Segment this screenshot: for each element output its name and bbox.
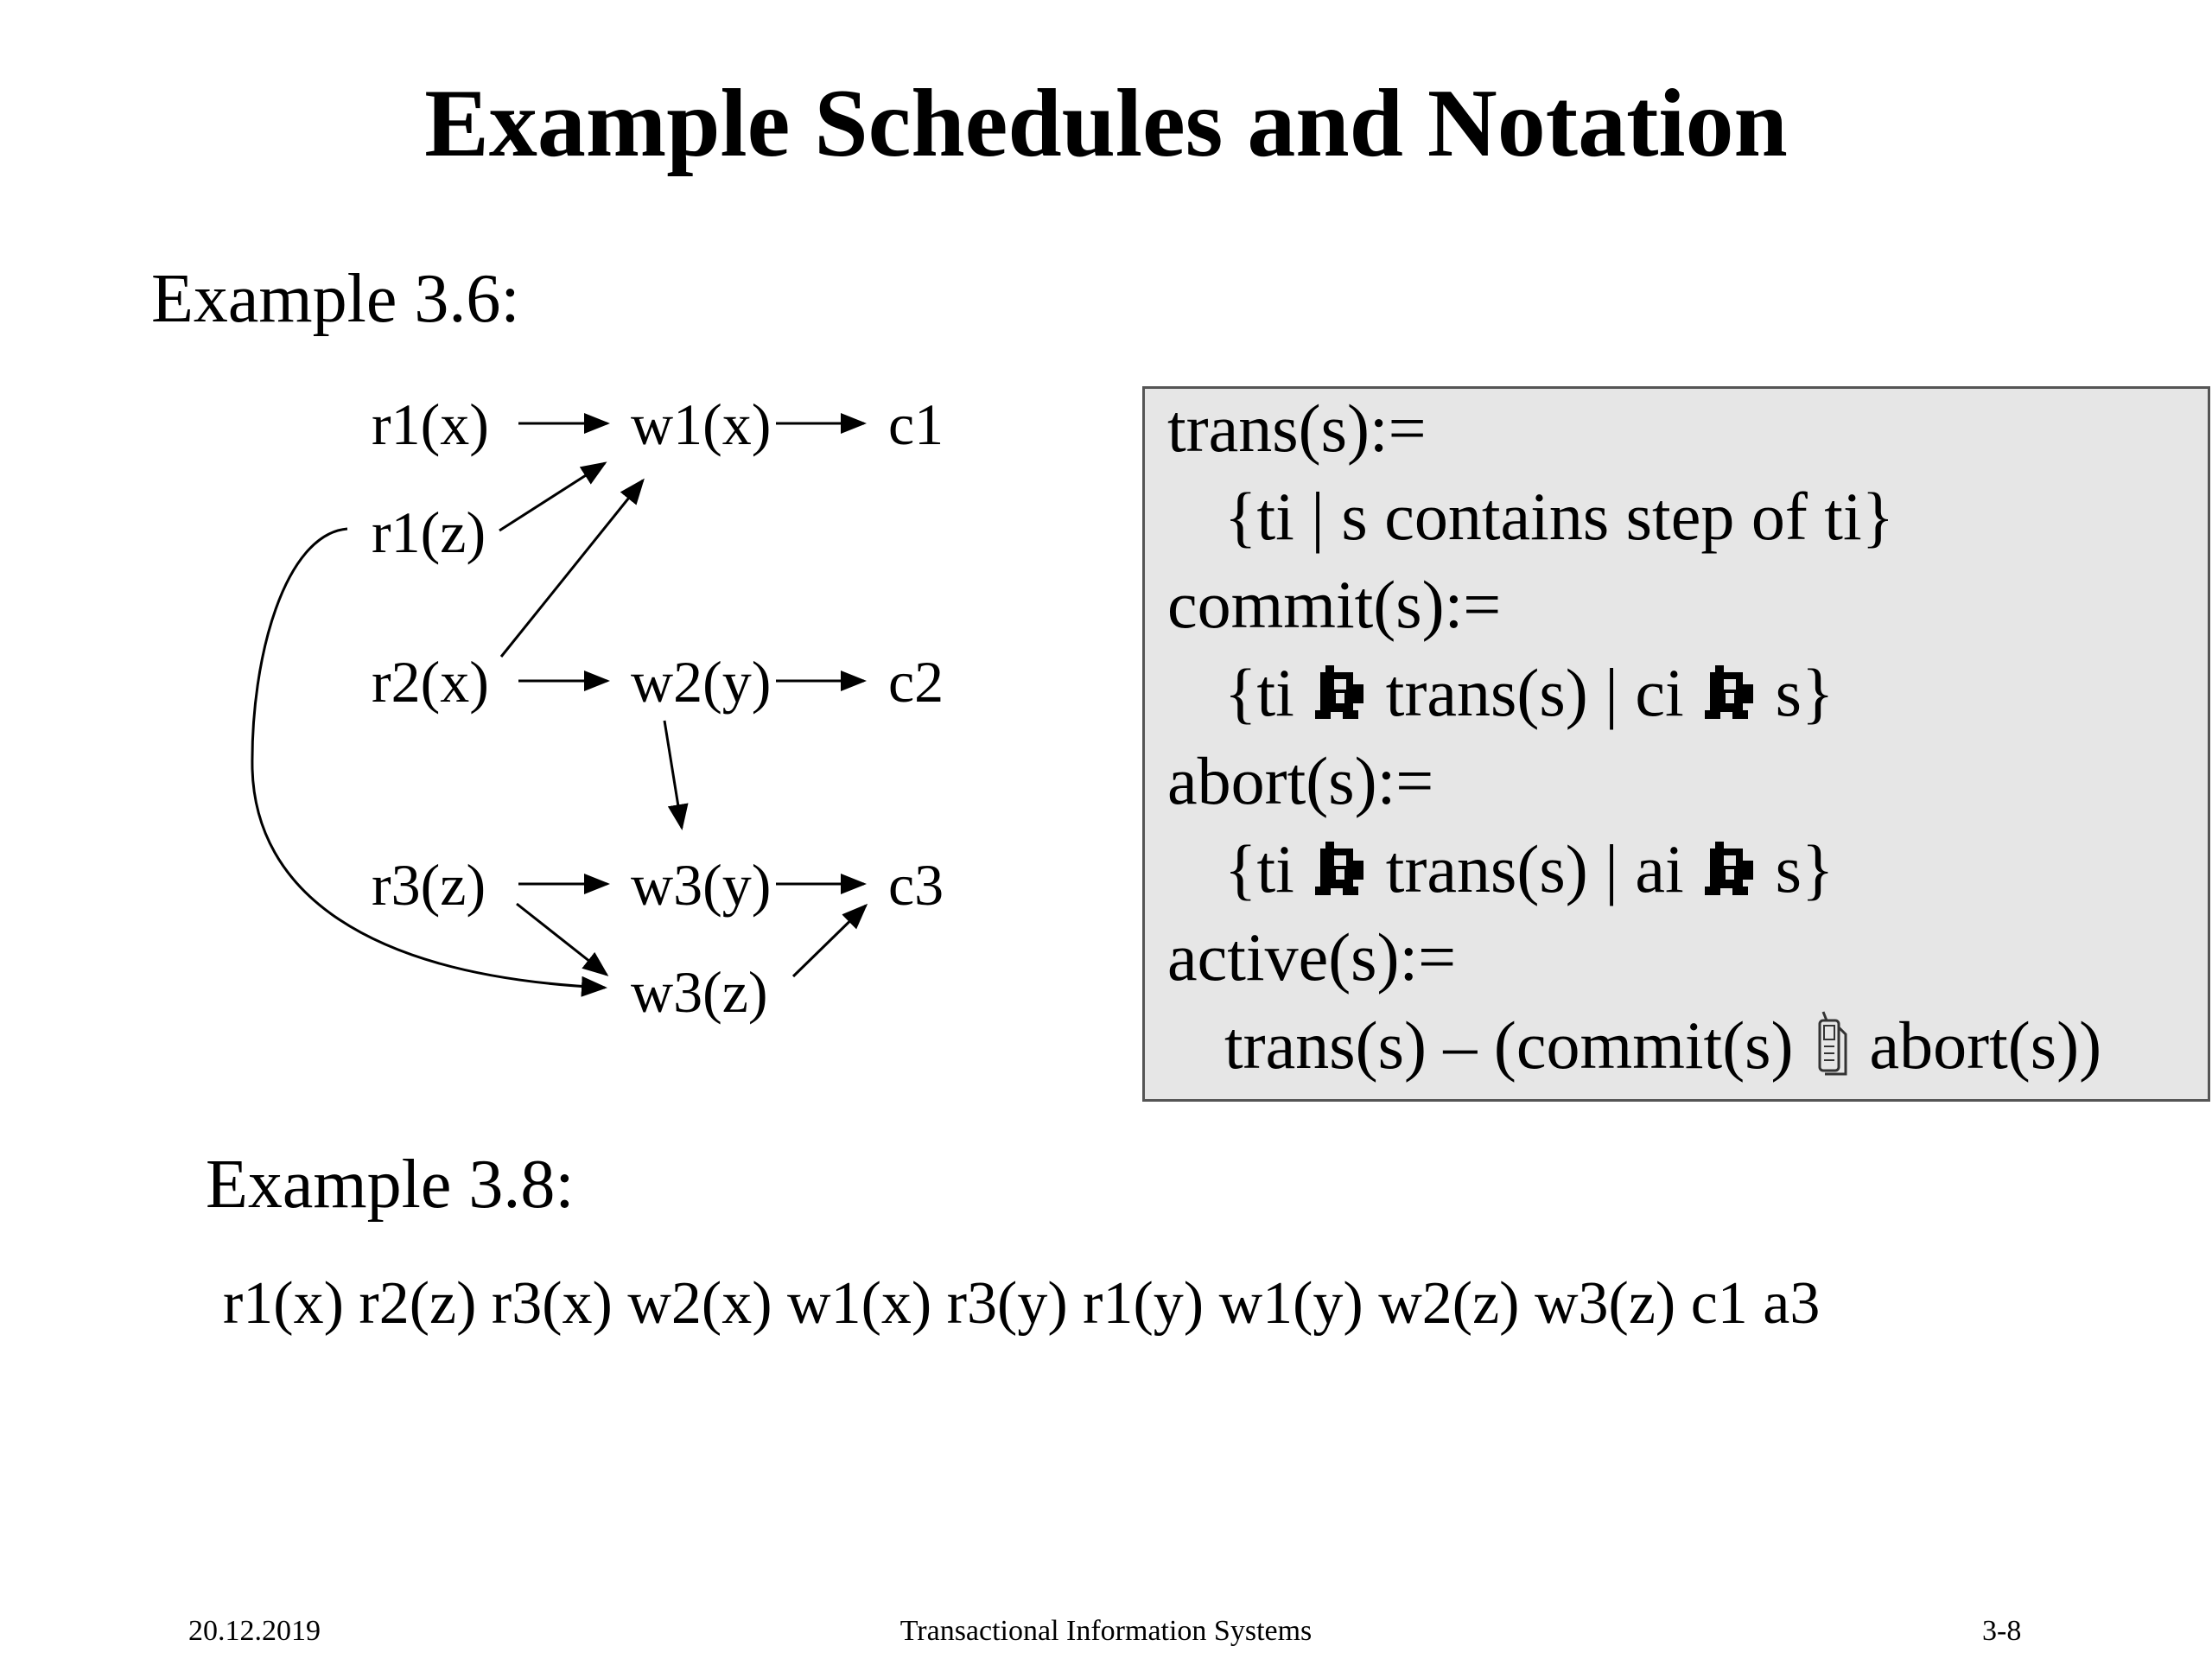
def-trans-head: trans(s):= <box>1167 391 1427 466</box>
element-of-icon <box>1313 836 1367 916</box>
node-w3z: w3(z) <box>631 959 768 1025</box>
node-w1x: w1(x) <box>631 391 772 457</box>
def-active-head: active(s):= <box>1167 919 1457 995</box>
node-c2: c2 <box>888 649 944 715</box>
node-w2y: w2(y) <box>631 649 772 715</box>
abort-middle: trans(s) | ai <box>1385 831 1684 906</box>
commit-middle: trans(s) | ci <box>1385 655 1684 730</box>
definitions-box <box>1142 386 2210 1102</box>
node-r1x: r1(x) <box>372 391 489 457</box>
union-icon <box>1813 1008 1851 1096</box>
edge-w2y-w3y <box>664 721 682 828</box>
edge-r1z-w1x <box>499 463 605 531</box>
node-r3z: r3(z) <box>372 852 486 918</box>
def-commit-head: commit(s):= <box>1167 567 1502 642</box>
edge-w3z-c3 <box>793 906 866 976</box>
commit-close: s} <box>1775 655 1834 730</box>
def-abort-body <box>1224 830 1834 916</box>
active-right: abort(s)) <box>1869 1007 2102 1083</box>
active-left: trans(s) – (commit(s) <box>1224 1007 1794 1083</box>
def-abort-head: abort(s):= <box>1167 743 1434 818</box>
def-active-body <box>1224 1006 2101 1096</box>
def-commit-body <box>1224 653 1834 740</box>
slide-title: Example Schedules and Notation <box>424 70 1788 177</box>
example-3-6-heading: Example 3.6: <box>151 261 520 337</box>
element-of-icon <box>1703 660 1757 740</box>
node-r1z: r1(z) <box>372 499 486 565</box>
example-3-8-schedule: r1(x) r2(z) r3(x) w2(x) w1(x) r3(y) r1(y) w1(y) w2(z) w3(z) c1 a3 <box>223 1270 1821 1337</box>
node-c3: c3 <box>888 852 944 918</box>
node-r2x: r2(x) <box>372 649 489 715</box>
element-of-icon <box>1703 836 1757 916</box>
abort-open: {ti <box>1224 831 1294 906</box>
node-c1: c1 <box>888 391 944 457</box>
footer-date: 20.12.2019 <box>188 1615 321 1647</box>
commit-open: {ti <box>1224 655 1294 730</box>
edge-r3z-w3z <box>517 904 607 975</box>
def-trans-body: {ti | s contains step of ti} <box>1224 479 1895 554</box>
footer-page-number: 3-8 <box>1982 1615 2022 1647</box>
node-w3y: w3(y) <box>631 852 772 918</box>
element-of-icon <box>1313 660 1367 740</box>
abort-close: s} <box>1775 831 1834 906</box>
edge-r2x-w1x <box>501 480 643 657</box>
example-3-8-heading: Example 3.8: <box>206 1147 575 1223</box>
footer-title: Transactional Information Systems <box>899 1615 1313 1647</box>
